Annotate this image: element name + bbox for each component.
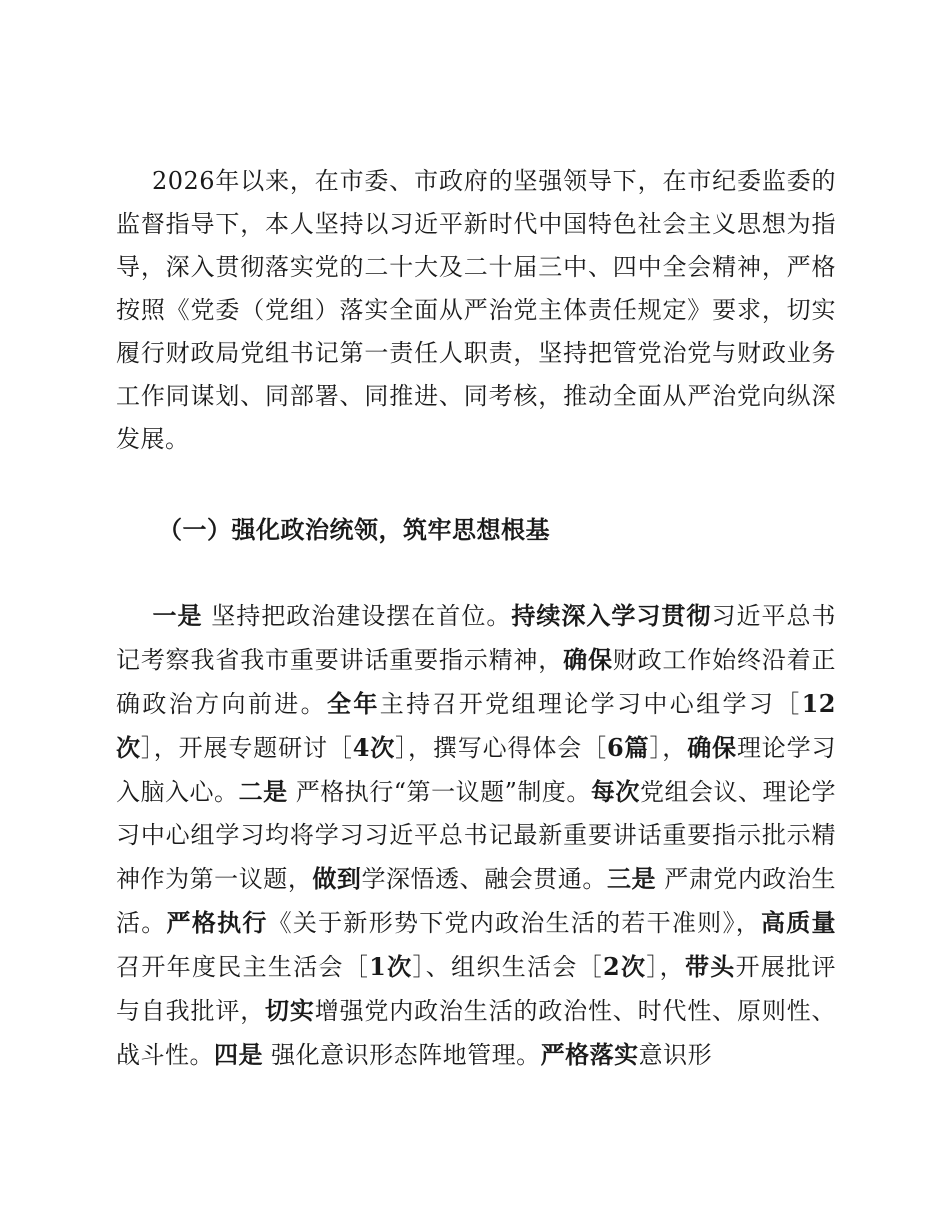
body-text: 增强党内政治生活的政治性、时代性、原则性、战斗性。 <box>116 997 837 1069</box>
body-text: 严肃党内政治生活。 <box>116 865 836 937</box>
section-heading: （一）强化政治统领，筑牢思想根基 <box>158 515 550 544</box>
bold-phrase: 严格执行 <box>166 908 268 937</box>
count-value: 12次 <box>116 689 837 762</box>
body-text: 强化意识形态阵地管理。 <box>263 1041 541 1069</box>
bold-phrase: 每次 <box>590 777 640 806</box>
body-text: 《关于新形势下党内政治生活的若干准则》， <box>267 909 761 937</box>
body-text: ］，撰写心得体会［ <box>395 734 607 762</box>
body-text: 主持召开党组理论学习中心组学习［ <box>379 690 802 718</box>
count-value: 6篇 <box>606 733 650 762</box>
body-text: 习近平总书记考察我省我市重要讲话重要指示精神， <box>116 602 837 674</box>
ordinal-label: 三是 <box>606 864 657 893</box>
bold-phrase: 全年 <box>326 689 380 718</box>
bold-phrase: 切实 <box>265 996 315 1025</box>
bold-phrase: 确保 <box>687 733 737 762</box>
body-paragraph <box>116 594 836 1077</box>
body-text: 开展批评与自我批评， <box>116 953 837 1025</box>
body-text: ］， <box>646 953 685 981</box>
count-value: 4次 <box>352 733 396 762</box>
ordinal-label: 二是 <box>238 777 288 806</box>
intro-text: 2026年以来，在市委、市政府的坚强领导下，在市纪委监委的监督指导下，本人坚持以习近平新时代中国特色社会主义思想为指导，深入贯彻落实党的二十大及二十届三中、四中全会精神，严格按照《党委（党组）落实全面从严治党主体责任规定》要求，切实履行财政局党组书记第一责任人职责，坚持把管党治党与财政业务工作同谋划、同部署、同推进、同考核，推动全面从严治党向纵深发展。 <box>116 167 836 453</box>
count-value: 2次 <box>602 952 647 981</box>
bold-phrase: 高质量 <box>760 908 837 937</box>
ordinal-label: 一是 <box>152 601 203 630</box>
bold-phrase: 带头 <box>684 952 736 981</box>
bold-phrase: 确保 <box>563 645 613 674</box>
body-text: ］、组织生活会［ <box>412 953 603 981</box>
body-text: 财政工作始终沿着正确政治方向前进。 <box>116 646 837 718</box>
bold-phrase: 严格落实 <box>540 1040 639 1069</box>
intro-paragraph <box>116 160 836 461</box>
body-text: 党组会议、理论学习中心组学习均将学习习近平总书记最新重要讲话重要指示批示精神作为第一议题， <box>116 778 837 893</box>
bold-phrase: 做到 <box>312 864 362 893</box>
body-text: 召开年度民主生活会［ <box>116 953 370 981</box>
body-text: 理论学习入脑入心。 <box>116 734 837 806</box>
body-text: 学深悟透、融会贯通。 <box>361 865 607 893</box>
bold-phrase: 持续深入学习贯彻 <box>511 601 712 630</box>
body-text: 坚持把政治建设摆在首位。 <box>202 602 512 630</box>
body-text: ］，开展专题研讨［ <box>140 734 353 762</box>
body-text: 严格执行“第一议题”制度。 <box>287 778 591 806</box>
body-text: ］， <box>649 734 688 762</box>
count-value: 1次 <box>369 952 413 981</box>
ordinal-label: 四是 <box>214 1040 263 1069</box>
body-text: 意识形 <box>638 1041 713 1069</box>
